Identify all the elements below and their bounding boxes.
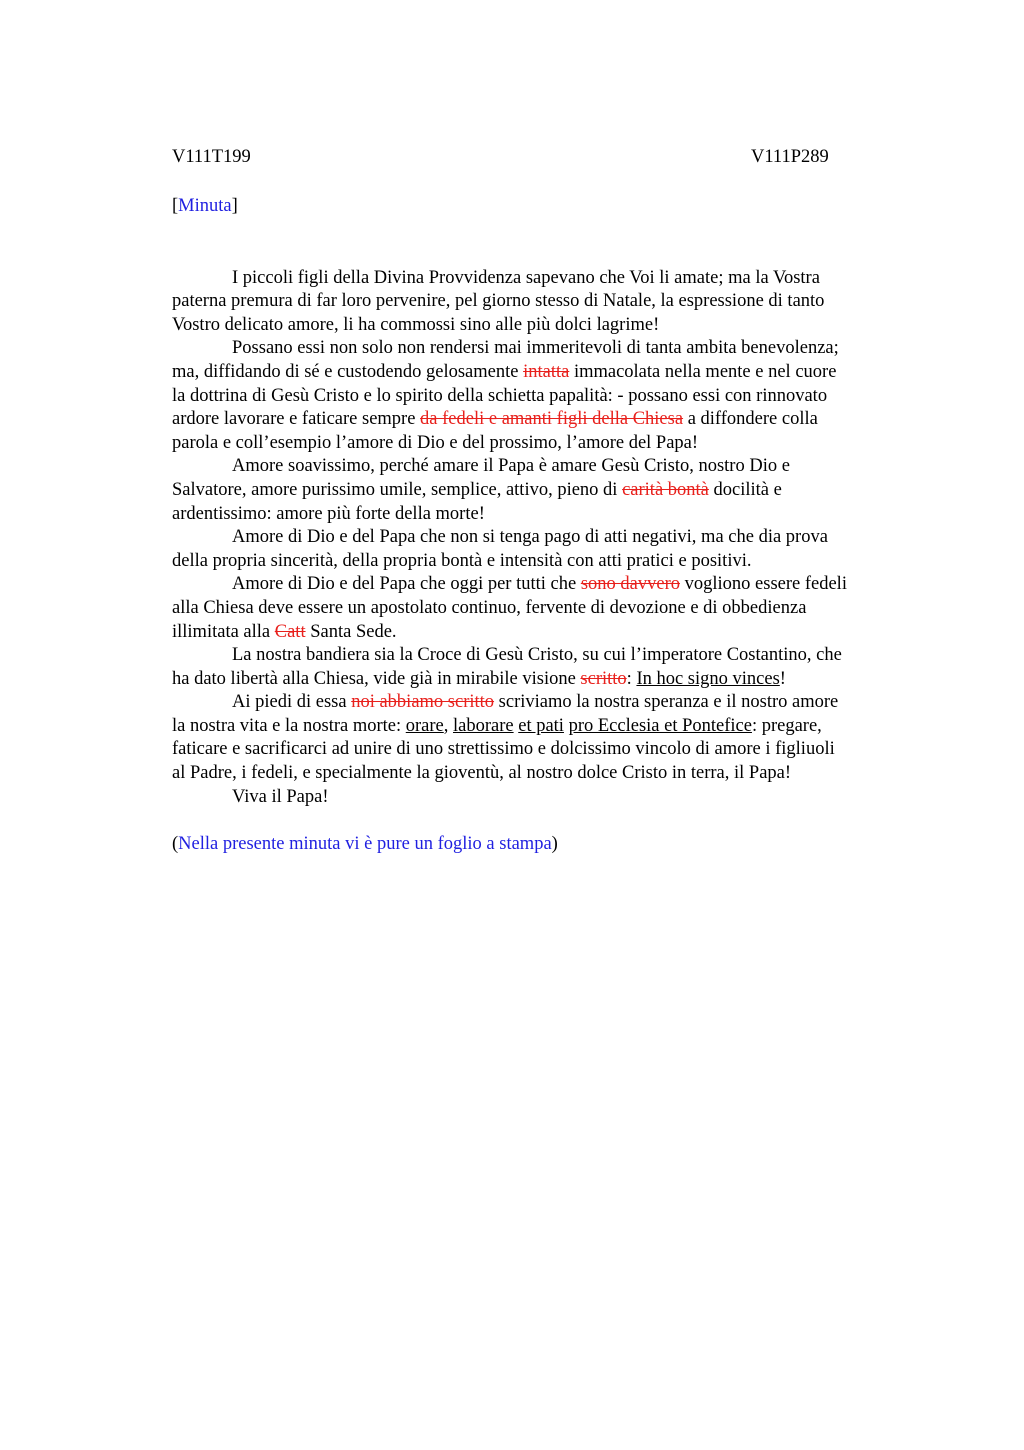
label-text: Minuta <box>178 196 232 216</box>
label-close-bracket: ] <box>231 196 238 216</box>
text-run: Santa Sede. <box>305 621 397 642</box>
editorial-note <box>172 833 920 857</box>
text-run: la nostra vita e la nostra morte: <box>172 715 406 736</box>
paragraph <box>172 573 920 644</box>
note-close-paren: ) <box>551 834 558 855</box>
deleted-text: Catt <box>274 621 306 642</box>
underlined-text: laborare <box>453 715 514 736</box>
text-run: La nostra bandiera sia la Croce di Gesù Cristo, su cui l’imperatore Costantino, che <box>232 645 842 666</box>
paragraph <box>172 455 920 526</box>
paragraph <box>172 786 920 810</box>
text-run: ardentissimo: amore più forte della morte! <box>172 503 485 524</box>
underlined-text: In hoc signo vinces <box>636 668 780 689</box>
underlined-text: orare <box>405 715 444 736</box>
text-run: Ai piedi di essa <box>232 692 352 713</box>
note-text: Nella presente minuta vi è pure un foglio a stampa <box>178 834 552 855</box>
deleted-text: sono davvero <box>580 574 680 595</box>
text-run: ha dato libertà alla Chiesa, vide già in mirabile visione <box>172 668 581 689</box>
deleted-text: intatta <box>523 361 570 382</box>
document-page <box>172 146 920 857</box>
paragraph <box>172 526 920 573</box>
paragraph <box>172 337 920 455</box>
deleted-text: noi abbiamo scritto <box>351 692 495 713</box>
text-run: scriviamo la nostra speranza e il nostro amore <box>494 692 839 713</box>
text-run: parola e coll’esempio l’amore di Dio e del prossimo, l’amore del Papa! <box>172 432 699 453</box>
text-run: immacolata nella mente e nel cuore <box>569 361 837 382</box>
text-run: Amore di Dio e del Papa che oggi per tutti che <box>232 574 581 595</box>
text-run: , <box>443 715 453 736</box>
text-run: docilità e <box>708 479 782 500</box>
underlined-text: et pati <box>518 715 564 736</box>
letter-body <box>172 267 920 810</box>
text-run: paterna premura di far loro pervenire, pel giorno stesso di Natale, la espressione di tanto <box>172 291 825 312</box>
document-label <box>172 195 920 219</box>
paragraph <box>172 644 920 691</box>
text-run: : pregare, <box>751 715 822 736</box>
paragraph <box>172 267 920 338</box>
text-run: Vostro delicato amore, li ha commossi sino alle più dolci lagrime! <box>172 314 660 335</box>
text-run: Amore soavissimo, perché amare il Papa è amare Gesù Cristo, nostro Dio e <box>232 456 790 477</box>
text-run: Amore di Dio e del Papa che non si tenga pago di atti negativi, ma che dia prova <box>232 527 828 548</box>
text-run: a diffondere colla <box>683 409 818 430</box>
text-run: al Padre, i fedeli, e specialmente la gioventù, al nostro dolce Cristo in terra, il Papa! <box>172 763 792 784</box>
text-run: Viva il Papa! <box>232 786 329 807</box>
text-run: della propria sincerità, della propria bontà e intensità con atti pratici e positivi. <box>172 550 752 571</box>
text-run: : <box>626 668 637 689</box>
text-run: Possano essi non solo non rendersi mai immeritevoli di tanta ambita benevolenza; <box>232 338 839 359</box>
underlined-text: pro Ecclesia et Pontefice <box>568 715 752 736</box>
document-id-right: V111P289 <box>751 147 829 167</box>
note-open-paren: ( <box>172 834 179 855</box>
text-run: la dottrina di Gesù Cristo e lo spirito della schietta papalità: - possano essi con rinnovato <box>172 385 828 406</box>
deleted-text: da fedeli e amanti figli della Chiesa <box>420 409 684 430</box>
label-open-bracket: [ <box>172 196 179 216</box>
text-run: ma, diffidando di sé e custodendo gelosamente <box>172 361 524 382</box>
text-run: ! <box>779 668 786 689</box>
paragraph <box>172 691 920 785</box>
text-run: faticare e sacrificarci ad unire di uno strettissimo e dolcissimo vincolo di amore i figliuoli <box>172 739 835 760</box>
text-run: Salvatore, amore purissimo umile, semplice, attivo, pieno di <box>172 479 623 500</box>
text-run: illimitata alla <box>172 621 275 642</box>
text-run: I piccoli figli della Divina Provvidenza sapevano che Voi li amate; ma la Vostra <box>232 267 820 288</box>
deleted-text: scritto <box>580 668 627 689</box>
text-run: vogliono essere fedeli <box>680 574 847 595</box>
text-run: alla Chiesa deve essere un apostolato continuo, fervente di devozione e di obbedienza <box>172 597 807 618</box>
deleted-text: carità bontà <box>622 479 709 500</box>
document-id-left: V111T199 <box>172 147 251 167</box>
text-run: ardore lavorare e faticare sempre <box>172 409 421 430</box>
header-row <box>172 146 920 170</box>
